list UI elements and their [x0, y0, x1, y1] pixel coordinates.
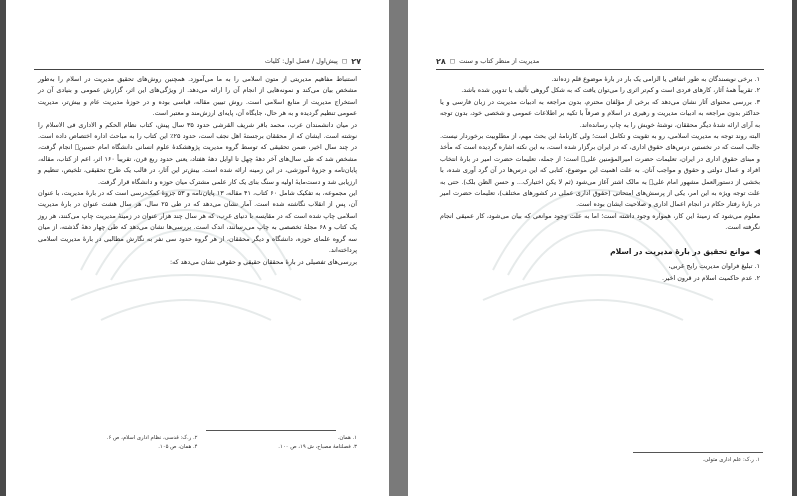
list-item: ۲. عدم حاکمیت اسلام در قرون اخیر.	[661, 273, 760, 282]
paragraph: ۱. برخی نویسندگان به طور اتفاقی یا الزامی یک بار در بارهٔ موضوع قلم زده‌اند.	[551, 75, 760, 83]
footnotes	[440, 456, 760, 465]
book-gutter	[389, 0, 408, 496]
footnote: ۲. ر.ک: قدسی، نظام اداری اسلام، ص ۶.	[106, 435, 198, 441]
footnote: ۳. فصلنامهٔ مصباح، ش ۱۹، ص ۱۰۰.	[278, 444, 357, 450]
running-title: پیش‌اول / فصل اول: کلیات	[264, 57, 338, 65]
left-page	[6, 0, 389, 496]
header-divider	[34, 69, 361, 70]
list-item: ۱. تبلیغ فراوان مدیریت رایج غربی،	[668, 262, 760, 271]
separator-icon: ◻	[341, 57, 348, 65]
footnote: ۴. همان، ص ۱۰۵.	[158, 444, 198, 450]
footnote-divider	[206, 430, 336, 431]
page-body	[38, 74, 357, 268]
paragraph: این مجموعه، به تفکیک شامل ۶۰ کتاب، ۴۱ مقاله، ۱۳ پایان‌نامه و ۵۳ جزوهٔ کمک‌درسی است که در بارهٔ مدیریت، با عنوان آن، پس از انقلاب نگاشته شده است. آمار نشان می‌دهد که در طی ۲۵ سال، هر سال هشت عنوان در بارهٔ مدیریت اسلامی چاپ شده است که در مقایسه با دنیای غرب، که هر سال چند هزار عنوان در زمینهٔ مدیریت چاپ می‌کنند، هر روز یک کتاب و ۶۸ مجلهٔ تخصصی به چاپ می‌رسانند، اندک است. بررسی‌ها نشان می‌دهد که طی چهار دههٔ گذشته، از میان سه گروه علمای حوزه، دانشگاه و دیگر محققان، از هر گروه حدود سی نفر به نگارش مطالبی در بارهٔ مدیریت اسلامی پرداخته‌اند.	[38, 189, 358, 255]
triangle-marker-icon: ◀	[753, 246, 760, 256]
page-body	[440, 74, 760, 284]
footnotes	[38, 434, 357, 452]
paragraph: در میان دانشمندان عرب، محمد باقر شریف القرشی حدود ۳۵ سال پیش، کتاب نظام الحکم و الاداری فی الاسلام را نوشته است. ایشان که از محققان برجستهٔ اهل نجف است، حدود ۲۵٪ این کتاب را به مباحث اداره اختصاص داده است. در چند سال اخیر، ضمن تحقیقی که توسط گروه مدیریت پژوهشکدهٔ علوم انسانی دانشگاه امام حسین﷣ انجام گرفت، مشخص شد که طی سال‌های آخر دههٔ چهل تا اوایل دههٔ هفتاد، یعنی حدود ربع قرن، تقریباً ۱۶۰ اثر، اعم از کتاب، مقاله، پایان‌نامه و جزوهٔ آموزشی، در این زمینه ارائه شده است. بیش‌تر این آثار، در قالب یک طرح تحقیقی، تلخیص، تنظیم و ارزیابی شد و دست‌مایهٔ اولیه و سنگ بنای یک کار علمی مشترک میان حوزه و دانشگاه قرار گرفت.	[38, 120, 358, 186]
footnote: ۱. ر.ک: علم اداری متولی.	[702, 457, 760, 463]
paragraph: ۲. تقریباً همهٔ آثار، کارهای فردی است و کم‌تر اثری را می‌توان یافت که به شکل گروهی تألیف یا تدوین شده باشد.	[461, 86, 760, 95]
paragraph: البته روند توجه به مدیریت اسلامی، رو به تقویت و تکامل است؛ ولی کارنامهٔ این بحث مهم، از مطلوبیت برخوردار نیست. جالب است که در نخستین درس‌های حقوق اداری، که در ایران برگزار شده است، به این نکته اشاره گردیده است که مأخذ و مبنای حقوق اداری در ایران، تعلیمات حضرت امیرالمؤمنین علی﷣ است؛ از جمله، تعلیمات حضرت امیر در بارهٔ انتخاب افراد و عمال دولتی و حقوق و مواجب آنان. به علت اهمیت این موضوع، کتابی که این درس‌ها در آن گرد آوری شده، با بخشی از دستورالعمل مشهور امام علی﷣ به مالک اشتر آغاز می‌شود (ثم لا یکن اختیارک... و حسن الظن بلک). حتی به علت توجه ویژه به این امر، یکی از پرسش‌های امتحانی (حقوق اداری عملی در کشورهای مختلف)، تعلیمات حضرت امیر در بارهٔ رفتار حکام در انجام اعمال اداری و صلاحیت ایشان بوده است.	[440, 132, 760, 209]
section-heading	[440, 246, 760, 257]
header-divider	[436, 69, 764, 70]
footnote-divider	[633, 452, 763, 453]
page-header	[34, 54, 361, 68]
page-number: ۲۷	[351, 56, 361, 66]
page-number: ۲۸	[436, 56, 446, 66]
paragraph: استنباط مفاهیم مدیریتی از متون اسلامی را به ما می‌آموزد. همچنین روش‌های تحقیق مدیریت در اسلام را به‌طور مشخص بیان می‌کند و نمونه‌هایی از انجام آن را ارائه می‌دهد. از ویژگی‌های این اثر، گزارش عمومی و بنیادی آن در استخراج مدیریت از منابع اسلامی است. روش تبیین مقاله، قیاسی بوده و در حوزهٔ مدیریت عام و بیش‌تر، مدیریت عمومی تنظیم گردیده و به هر حال، جایگاه آن، پایه‌ای ارزش‌مند و معتبر است.	[38, 75, 357, 118]
separator-icon: ◻	[449, 57, 456, 65]
right-page	[408, 0, 792, 496]
running-title: مدیریت از منظر کتاب و سنت	[459, 57, 540, 65]
page-header	[436, 54, 764, 68]
paragraph: ۳. بررسی محتوای آثار نشان می‌دهد که برخی از مؤلفان محترم، بدون مراجعه به ادبیات مدیریت در زبان فارسی و یا حداکثر بدون مراجعه به ادبیات مدیریت و رهبری در اسلام و صرفاً با تکیه بر اطلاعات عمومی و شخصی خود، بدون توجه به آرای ارائه شدهٔ دیگر محققان، نوشتهٔ خویش را به چاپ رسانده‌اند.	[440, 97, 760, 129]
paragraph: بررسی‌های تفصیلی در بارهٔ محققان حقیقی و حقوقی نشان می‌دهد که:	[169, 257, 357, 266]
section-heading-text: موانع تحقیق در بارهٔ مدیریت در اسلام	[610, 246, 750, 256]
footnote: ۱. همان.	[337, 435, 357, 441]
paragraph: معلوم می‌شود که زمینهٔ این کار، همواره وجود داشته است؛ اما به علت وجود موانعی که بیان می‌شود، کار عمیقی انجام نگرفته است.	[440, 211, 760, 232]
